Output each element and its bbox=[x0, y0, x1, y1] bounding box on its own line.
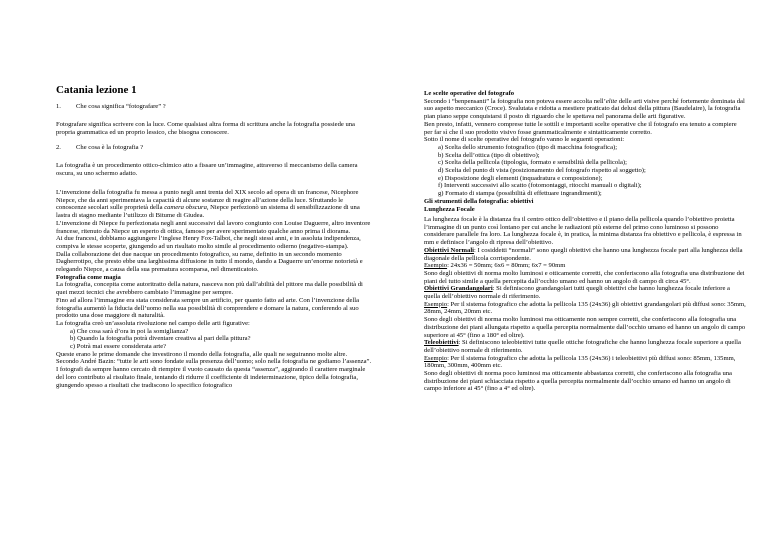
list-item: f) Interventi successivi allo scatto (fotomontaggi, ritocchi manuali o digitali); bbox=[438, 182, 642, 190]
paragraph: Fotografare significa scrivere con la luce. Come qualsiasi altra forma di scrittura anche la fotografia possiede una propria grammatica ed un proprio lessico, che bisogna conoscere. bbox=[56, 121, 355, 136]
answer-1 bbox=[56, 121, 374, 136]
term-normal-lenses: Obiettivi Normali bbox=[424, 246, 474, 254]
focal-length-section bbox=[424, 216, 746, 393]
operative-choices-section bbox=[424, 90, 746, 213]
subsection-heading: Lunghezza Focale bbox=[424, 205, 475, 213]
paragraph: Esempio: Per il sistema fotografico che adotta la pellicola 135 (24x36) gli obiettivi grandangolari più diffusi sono: 35mm, 28mm, 24mm, 20mm etc. bbox=[424, 300, 746, 316]
question-list bbox=[56, 328, 374, 351]
paragraph: Ai due francesi, dobbiamo aggiungere l’inglese Henry Fox-Talbot, che negli stessi anni, e in assoluta indipendenza, compiva le stesse scoperte, giungendo ad un risultato molto simile al procedimento odierno (negativo-stampa). bbox=[56, 235, 361, 250]
list-item: b) Scelta dell’ottica (tipo di obiettivo); bbox=[438, 151, 540, 159]
paragraph: Sono degli obiettivi di norma poco luminosi ma otticamente abbastanza corretti, che conferiscono alla fotografia una distribuzione dei piani schiacciata rispetto a quella percepita normalmente dall’occhio umano ed hanno un angolo di campo inferiore ai 45° (fino a 4° ed oltre). bbox=[424, 370, 732, 393]
example-label: Esempio bbox=[424, 354, 448, 362]
paragraph: Sono degli obiettivi di norma molto luminosi e otticamente corretti, che conferiscono alla fotografia una distribuzione dei piani del tutto simile a quella percepita dall’occhio umano ed hanno un angolo di campo di circa 45°. bbox=[424, 269, 745, 285]
paragraph: La fotografia è un procedimento ottico-chimico atto a fissare un’immagine, attraverso il meccanismo della camera oscura, su uno schermo adatto. bbox=[56, 162, 358, 177]
term-telephoto-lenses: Teleobiettivi bbox=[424, 339, 459, 347]
list-item: c) Scelta della pellicola (tipologia, formato e sensibilità della pellicola); bbox=[438, 159, 627, 167]
list-item: c) Potrà mai essere considerata arte? bbox=[70, 343, 167, 351]
paragraph: L’invenzione di Niepce fu perfezionata negli anni successivi dal lavoro congiunto con Louise Daguerre, altro inventore francese, ritenuto da Niepce un esperto di ottica, famoso per avere sperimentato qualche anno prima il diorama. bbox=[56, 219, 371, 235]
question-2-number: 2. bbox=[56, 144, 61, 151]
paragraph: Secondo André Bazin: “tutte le arti sono fondate sulla presenza dell’uomo; solo nella fotografia ne godiamo l’assenza”. I fotografi da sempre hanno cercato di riempire il vuoto causato da questa “assenza”, aggirando il carattere marginale del loro contributo al risultato finale, tentando di ridurre il coefficiente di indeterminazione, tipico della fotografia, giungendo spesso a risultati che tradiscono lo specifico fotografico bbox=[56, 358, 372, 389]
question-1-number: 1. bbox=[56, 103, 61, 110]
paragraph: Obiettivi Grandangolari: Si definiscono grandangolari tutti quegli obiettivi che hanno lunghezza focale inferiore a quella dell’obiettivo normale di riferimento. bbox=[424, 285, 730, 301]
paragraph: Ben presto, infatti, vennero comprese tutte le sottili e importanti scelte operative che il fotografo era tenuto a compiere per far sì che il suo prodotto visivo fosse grammaticalmente e sintatticamente corretto. bbox=[424, 120, 737, 136]
paragraph: Esempio: 24x36 = 50mm; 6x6 = 80mm; 6x7 = 90mm bbox=[424, 262, 566, 270]
paragraph: Fino ad allora l’immagine era stata considerata sempre un artificio, per quanto fatto ad arte. Con l’invenzione della fotografia aumentò la fiducia dell’uomo nella sua possibilità di comprendere e domare la natura, conferendo al suo prodotto una dose maggiore di naturalità. bbox=[56, 296, 360, 320]
paragraph: Dalla collaborazione dei due nacque un procedimento fotografico, su rame, definito in un secondo momento Dagherrotipo, che presto ebbe una larghissima diffusione in tutto il mondo, dando a Daguerre un’enorme notorietà e relegando Niepce, a causa della sua prematura scomparsa, nel dimenticatoio. bbox=[56, 250, 363, 274]
answer-2 bbox=[56, 162, 374, 177]
section-heading: Gli strumenti della fotografia: obiettivi bbox=[424, 197, 534, 205]
list-item: a) Scelta dello strumento fotografico (tipo di macchina fotografica); bbox=[438, 143, 618, 151]
paragraph: La fotografia, concepita come autoritratto della natura, nasceva non più dall’abilità del pittore ma dalle possibilità di quei mezzi tecnici che avrebbero cambiato l’immagine per sempre. bbox=[56, 281, 363, 297]
operations-list bbox=[424, 144, 746, 198]
italic-term: camera obscura bbox=[164, 204, 207, 212]
section-heading: Fotografia come magia bbox=[56, 273, 121, 281]
paragraph: Esempio: Per il sistema fotografico che adotta la pellicola 135 (24x36) i teleobiettivi più diffusi sono: 85mm, 135mm, 180mm, 300mm, 400mm etc. bbox=[424, 354, 736, 370]
paragraph: Teleobiettivi: Si definiscono teleobiettivi tutte quelle ottiche fotografiche che hanno lunghezza focale superiore a quella dell’obiettivo normale di riferimento. bbox=[424, 339, 741, 354]
question-2-text: Che cosa è la fotografia ? bbox=[76, 144, 144, 151]
example-label: Esempio bbox=[424, 262, 448, 270]
term-wide-angle-lenses: Obiettivi Grandangolari bbox=[424, 285, 493, 293]
list-item: a) Che cosa sarà d’ora in poi la somiglianza? bbox=[70, 327, 189, 335]
page-title: Catania lezione 1 bbox=[56, 84, 137, 96]
question-1 bbox=[56, 103, 166, 110]
list-item: g) Formato di stampa (possibilità di effettuare ingrandimenti); bbox=[438, 190, 602, 198]
question-1-text: Che cosa significa “fotografare” ? bbox=[76, 103, 166, 110]
paragraph: Secondo i “benpensanti” la fotografia non poteva essere accolta nell’elite delle arti visive perché fortemente dominata dal suo aspetto meccanico (Croce). Svalutata e ridotta a mestiere praticato dai delusi della pittura (Baudelaire), la fotografia pian piano seppe conquistarsi il posto di riguardo che le spettava nel panorama delle arti figurative. bbox=[424, 97, 745, 121]
history-section bbox=[56, 189, 374, 389]
list-item: d) Scelta del punto di vista (posizionamento del fotografo rispetto al soggetto); bbox=[438, 167, 646, 175]
list-item: e) Disposizione degli elementi (inquadratura e composizione); bbox=[438, 174, 603, 182]
paragraph: L’invenzione della fotografia fu messa a punto negli anni trenta del XIX secolo ad opera di un francese, Nicephore Niepce, che da anni sperimentava la capacità di alcune sostanze di reagire all’azione della luce. Sfruttando le conoscenze secolari sulle proprietà della camera obscura, Niepce perfezionò un sistema di sensibilizzazione di una lastra di stagno mediante l’utilizzo di Bitume di Giudea. bbox=[56, 189, 360, 220]
italic-term: elite bbox=[605, 97, 618, 105]
paragraph: Queste erano le prime domande che investirono il mondo della fotografia, alle quali ne seguiranno molte altre. bbox=[56, 350, 348, 358]
paragraph: Sono degli obiettivi di norma molto luminosi ma otticamente non sempre corretti, che conferiscono alla fotografia una distribuzione dei piani allungata rispetto a quella percepita normalmente dall’occhio umano ed hanno un angolo di campo superiore ai 45° (fino a 180° ed oltre). bbox=[424, 316, 746, 339]
paragraph: Sotto il nome di scelte operative del fotografo vanno le seguenti operazioni: bbox=[424, 136, 625, 144]
question-2 bbox=[56, 144, 143, 151]
example-label: Esempio bbox=[424, 300, 448, 308]
section-heading: Le scelte operative del fotografo bbox=[424, 90, 515, 97]
list-item: b) Quando la fotografia potrà diventare creativa al pari della pittura? bbox=[70, 335, 251, 343]
paragraph: La fotografia creò un’assoluta rivoluzione nel campo delle arti figurative: bbox=[56, 319, 250, 327]
paragraph: Obiettivi Normali: I cosiddetti “normali” sono quegli obiettivi che hanno una lunghezza focale pari alla lunghezza della diagonale della pellicola corrispondente. bbox=[424, 246, 743, 262]
paragraph: La lunghezza focale è la distanza fra il centro ottico dell’obiettivo e il piano della pellicola quando l’obiettivo proietta l’immagine di un punto così lontano per cui anche le radiazioni più esterne del primo cono luminoso si possono considerare parallele fra loro. La lunghezza focale è, in pratica, la minima distanza fra obiettivo e pellicola, è espressa in mm e definisce l’angolo di ripresa dell’obiettivo. bbox=[424, 216, 742, 247]
